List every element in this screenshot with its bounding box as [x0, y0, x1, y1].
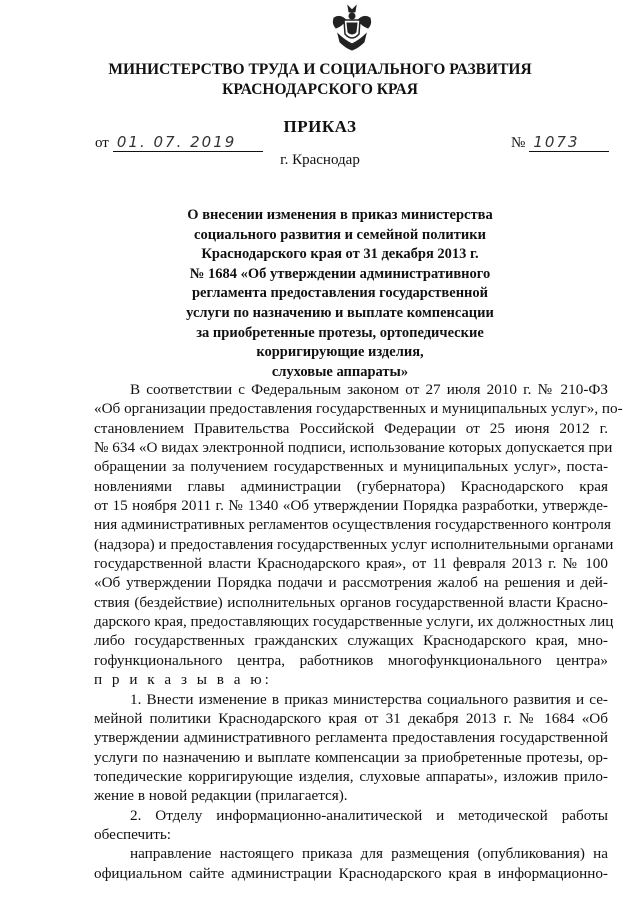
body-line: ния административных регламентов осуществления государственного контроля — [94, 516, 611, 534]
date-field — [95, 135, 263, 152]
body-line: топедические корригирующие изделия, слуховые аппараты», изложив прило- — [94, 767, 608, 785]
body-line: дарского края, предоставляющих государственные услуги, их должностных лиц — [94, 613, 614, 631]
body-line: направление настоящего приказа для размещения (опубликования) на — [130, 845, 608, 863]
number-field — [511, 135, 609, 152]
number-underline — [529, 133, 609, 152]
city: г. Краснодар — [280, 152, 360, 168]
body-line: от 15 ноября 2011 г. № 1340 «Об утверждении Порядка разработки, утвержде- — [94, 497, 608, 515]
subject-line: № 1684 «Об утверждении административного — [189, 265, 491, 282]
body-line: обеспечить: — [94, 825, 172, 843]
body-line: услуги по назначению и выплате компенсации за приобретенные протезы, ор- — [94, 748, 608, 766]
number-handwritten: 1073 — [533, 133, 580, 151]
subject-line: Краснодарского края от 31 декабря 2013 г. — [201, 246, 479, 263]
subject-line: корригирующие изделия, — [256, 344, 424, 361]
body-line: становлением Правительства Российской Федерации от 25 июня 2012 г. — [94, 419, 608, 437]
body-line: жение в новой редакции (прилагается). — [94, 787, 348, 805]
subject-line: слуховые аппараты» — [271, 363, 409, 380]
body-line: «Об утверждении Порядка подачи и рассмотрения жалоб на решения и дей- — [94, 574, 608, 592]
body-line: утверждении административного регламента предоставления государственной — [94, 729, 608, 747]
body-line: (надзора) и предоставления государственных услуг исполнительными органами — [94, 535, 614, 553]
body-line: мейной политики Краснодарского края от 31 декабря 2013 г. № 1684 «Об — [94, 709, 608, 727]
date-underline — [113, 133, 263, 152]
subject-line: за приобретенные протезы, ортопедические — [196, 324, 484, 341]
body-line: 2. Отделу информационно-аналитической и методической работы — [130, 806, 608, 824]
body-line: обращении за получением государственных и муниципальных услуг», поста- — [94, 458, 608, 476]
subject-line: услуги по назначению и выплате компенсации — [186, 304, 494, 321]
body-line: № 634 «О видах электронной подписи, использование которых допускается при — [94, 439, 613, 457]
body-line: «Об организации предоставления государственных и муниципальных услуг», по- — [94, 400, 623, 418]
order-body — [94, 380, 623, 883]
number-prefix: № — [511, 135, 526, 151]
body-line: либо государственных гражданских служащих Краснодарского края, мно- — [94, 632, 608, 650]
body-line: В соответствии с Федеральным законом от 27 июля 2010 г. № 210-ФЗ — [130, 381, 608, 398]
body-line: новлениями главы администрации (губернатора) Краснодарского края — [94, 477, 608, 495]
body-line: ствия (бездействие) исполнительных органов государственной власти Красно- — [94, 593, 608, 611]
coat-of-arms-icon — [330, 4, 374, 52]
body-line: гофункционального центра, работников многофункционального центра» — [94, 651, 608, 669]
body-line: государственной власти Краснодарского края», от 11 февраля 2013 г. № 100 — [94, 555, 608, 573]
subject-line: социального развития и семейной политики — [194, 226, 486, 243]
ministry-name-line1: МИНИСТЕРСТВО ТРУДА И СОЦИАЛЬНОГО РАЗВИТИЯ — [108, 61, 532, 78]
body-line: официальном сайте администрации Краснодарского края в информационно- — [94, 864, 608, 882]
subject-line: О внесении изменения в приказ министерства — [187, 207, 493, 223]
order-title: ПРИКАЗ — [283, 117, 357, 136]
date-handwritten: 01. 07. 2019 — [116, 133, 237, 151]
ministry-name-line2: КРАСНОДАРСКОГО КРАЯ — [222, 81, 418, 98]
decree-word: п р и к а з ы в а ю: — [94, 671, 272, 689]
body-line: 1. Внести изменение в приказ министерства социального развития и се- — [130, 690, 608, 708]
order-subject — [150, 206, 530, 382]
date-prefix: от — [95, 135, 109, 151]
subject-line: регламента предоставления государственной — [191, 285, 489, 302]
